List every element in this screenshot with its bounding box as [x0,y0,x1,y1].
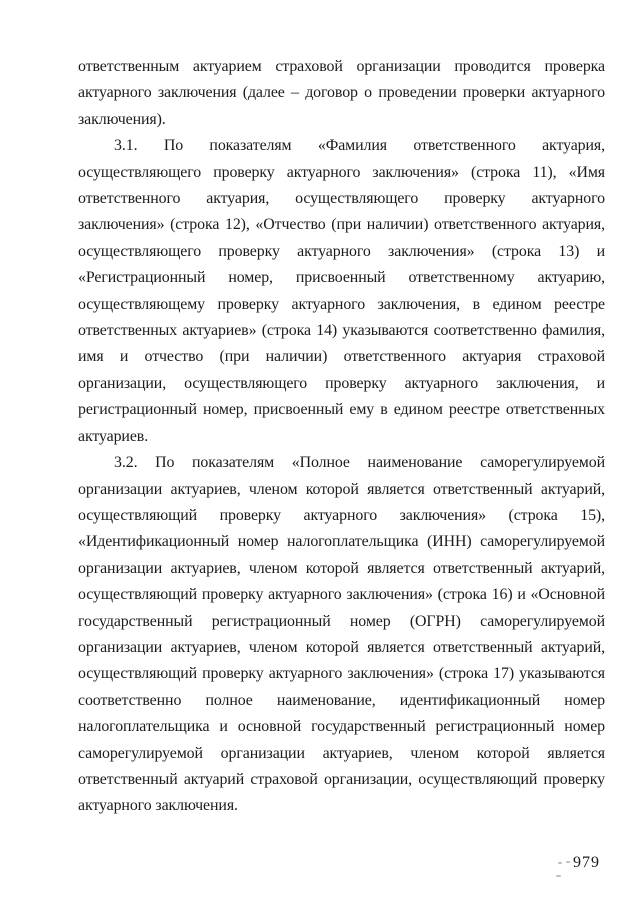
text-line: государственный регистрационный номер (ОГРН) саморегулируемой [78,612,605,630]
text-line: осуществляющему проверку актуарного заключения, в едином реестре [78,295,605,313]
text-line: осуществляющий проверку актуарного заключения» (строка 16) и «Основной [78,586,605,604]
text-line: ответственным актуарием страховой организации проводится проверка [78,58,605,75]
paragraph [78,54,605,133]
scan-artifact [566,861,570,863]
text-line: организации актуариев, членом которой является ответственный актуарий, [78,480,605,498]
text-line: регистрационный номер, присвоенный ему в едином реестре ответственных [78,401,605,419]
text-line: 3.1. По показателям «Фамилия ответственного актуария, [114,137,605,155]
text-line: саморегулируемой организации актуариев, членом которой является [78,744,605,762]
text-line: актуариев. [78,427,149,445]
text-line: «Идентификационный номер налогоплательщика (ИНН) саморегулируемой [78,533,605,551]
text-line: ответственный актуарий страховой организации, осуществляющий проверку [78,770,605,788]
text-line: осуществляющего проверку актуарного заключения» (строка 11), «Имя [78,163,605,181]
text-line: организации актуариев, членом которой является ответственный актуарий, [78,559,605,577]
text-line: ответственных актуариев» (строка 14) указываются соответственно фамилия, [78,322,605,340]
text-line: «Регистрационный номер, присвоенный ответственному актуарию, [78,269,605,287]
text-line: актуарного заключения (далее – договор о проведении проверки актуарного [78,84,605,102]
text-line: налогоплательщика и основной государственный регистрационный номер [78,718,605,736]
text-line: осуществляющий проверку актуарного заключения» (строка 15), [78,506,605,524]
paragraph [78,450,605,820]
page-number: 979 [573,854,600,871]
text-line: организации, осуществляющего проверку актуарного заключения, и [78,374,605,392]
text-line: 3.2. По показателям «Полное наименование саморегулируемой [114,454,605,472]
text-line: осуществляющего проверку актуарного заключения» (строка 13) и [78,242,605,260]
paragraph [78,133,605,450]
text-line: заключения» (строка 12), «Отчество (при наличии) ответственного актуария, [78,216,605,234]
text-line: соответственно полное наименование, идентификационный номер [78,691,605,709]
text-line: ответственного актуария, осуществляющего проверку актуарного [78,190,605,208]
scan-artifact [556,875,561,877]
document-body [78,54,605,820]
scan-artifact [558,862,562,864]
text-line: имя и отчество (при наличии) ответственного актуария страховой [78,348,605,366]
text-line: осуществляющий проверку актуарного заключения» (строка 17) указываются [78,665,605,683]
text-line: организации актуариев, членом которой является ответственный актуарий, [78,638,605,656]
text-line: актуарного заключения. [78,797,238,815]
text-line: заключения). [78,110,166,128]
